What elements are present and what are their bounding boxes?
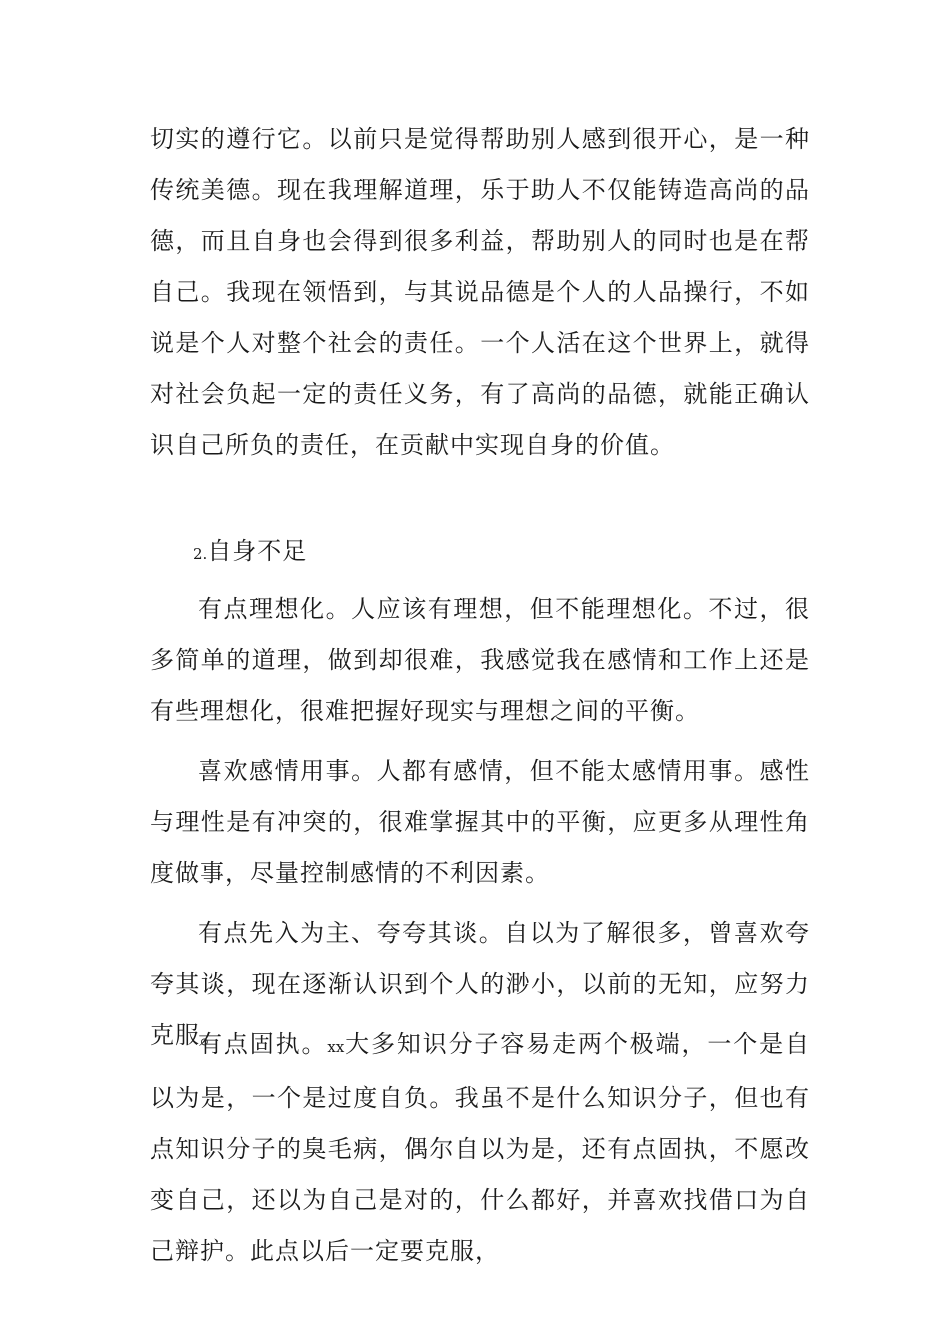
paragraph-stubborn-lead: 有点固执。 <box>198 1030 328 1058</box>
continued-paragraph: 切实的遵行它。以前只是觉得帮助别人感到很开心，是一种传统美德。现在我理解道理，乐于助人不仅能铸造高尚的品德，而且自身也会得到很多利益，帮助别人的同时也是在帮自己。我现在领悟到，与其说品德是个人的人品操行，不如说是个人对整个社会的责任。一个人活在这个世界上，就得对社会负起一定的责任义务，有了高尚的品德，就能正确认识自己所负的责任，在贡献中实现自身的价值。 <box>150 125 810 459</box>
section-heading <box>193 531 307 574</box>
paragraph-stubborn <box>150 1019 810 1277</box>
section-number: 2. <box>193 545 208 563</box>
paragraph-boasting: 有点先入为主、夸夸其谈。自以为了解很多，曾喜欢夸夸其谈，现在逐渐认识到个人的渺小，以前的无知，应努力克服。 <box>150 919 810 1049</box>
paragraph-emotional: 喜欢感情用事。人都有感情，但不能太感情用事。感性与理性是有冲突的，很难掌握其中的平衡，应更多从理性角度做事，尽量控制感情的不利因素。 <box>150 757 810 887</box>
section-title: 自身不足 <box>207 537 308 565</box>
paragraph-idealism: 有点理想化。人应该有理想，但不能理想化。不过，很多简单的道理，做到却很难，我感觉我在感情和工作上还是有些理想化，很难把握好现实与理想之间的平衡。 <box>150 595 810 725</box>
placeholder-text: xx <box>327 1038 345 1056</box>
paragraph-stubborn-rest: 大多知识分子容易走两个极端，一个是自以为是，一个是过度自负。我虽不是什么知识分子，但也有点知识分子的臭毛病，偶尔自以为是，还有点固执，不愿改变自己，还以为自己是对的，什么都好，并喜欢找借口为自己辩护。此点以后一定要克服， <box>150 1030 811 1265</box>
